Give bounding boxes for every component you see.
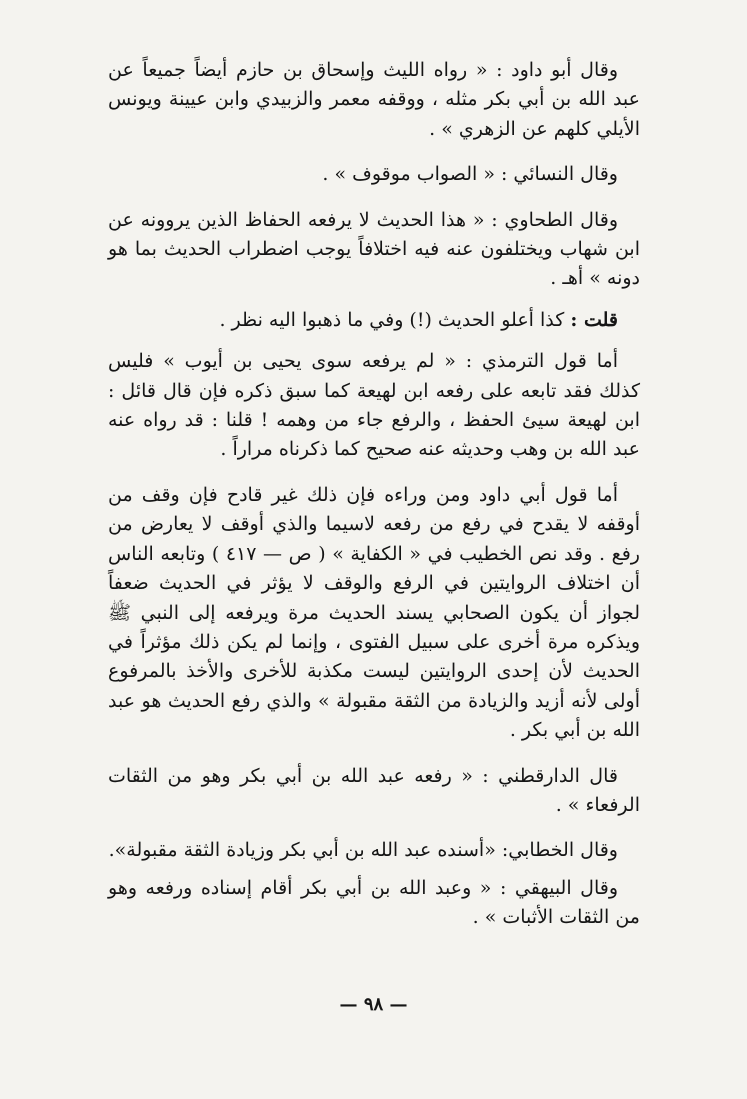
paragraph-abu-dawud: وقال أبو داود : « رواه الليث وإسحاق بن حازم أيضاً جميعاً عن عبد الله بن أبي بكر مثله ، ووقفه معمر والزبيدي وابن عيينة ويونس الأيلي كلهم عن الزهري » . bbox=[108, 59, 640, 140]
qult-label: قلت : bbox=[570, 308, 618, 331]
paragraph-nasai: وقال النسائي : « الصواب موقوف » . bbox=[322, 163, 618, 186]
paragraph-qult bbox=[108, 306, 640, 335]
paragraph-daraqutni: قال الدارقطني : « رفعه عبد الله بن أبي بكر وهو من الثقات الرفعاء » . bbox=[108, 764, 640, 816]
page-number: — ٩٨ — bbox=[339, 994, 408, 1015]
paragraph-tirmidhi: أما قول الترمذي : « لم يرفعه سوى يحيى بن أيوب » فليس كذلك فقد تابعه على رفعه ابن لهيعة كما سبق ذكره فإن قال قائل : ابن لهيعة سيئ الحفظ ، والرفع جاء من وهمه ! قلنا : قد رواه عنه عبد الله بن وهب وحديثه عنه صحيح كما ذكرناه مراراً . bbox=[108, 350, 640, 461]
paragraph-tahawi: وقال الطحاوي : « هذا الحديث لا يرفعه الحفاظ الذين يروونه عن ابن شهاب ويختلفون عنه فيه اختلافاً يوجب اضطراب الحديث بما هو دونه » أهـ . bbox=[108, 208, 640, 290]
text-body bbox=[108, 56, 640, 933]
paragraph-bayhaqi: وقال البيهقي : « وعبد الله بن أبي بكر أقام إسناده ورفعه وهو من الثقات الأثبات » . bbox=[108, 876, 640, 929]
qult-text: كذا أعلو الحديث (!) وفي ما ذهبوا اليه نظر . bbox=[219, 308, 565, 331]
paragraph-abu-dawud-reply: أما قول أبي داود ومن وراءه فإن ذلك غير قادح فإن وقف من أوقفه لا يقدح في رفع من رفعه لاسيما والذي أوقف لا يعارض من رفع . وقد نص الخطيب في « الكفاية » ( ص — ٤١٧ ) وتابعه الناس أن اختلاف الروايتين في الرفع والوقف لا يؤثر في الحديث ضعفاً لجواز أن يكون الصحابي يسند الحديث مرة ويرفعه إلى النبي ﷺ ويذكره مرة أخرى على سبيل الفتوى ، وإنما لم يكن ذلك مؤثراً في الحديث لأن إحدى الروايتين ليست مكذبة للأخرى والأخذ بالمرفوع أولى لأنه أزيد والزيادة من الثقة مقبولة » والذي رفع الحديث هو عبد الله بن أبي بكر . bbox=[108, 483, 640, 742]
paragraph-khattabi: وقال الخطابي: «أسنده عبد الله بن أبي بكر وزيادة الثقة مقبولة». bbox=[108, 839, 618, 862]
